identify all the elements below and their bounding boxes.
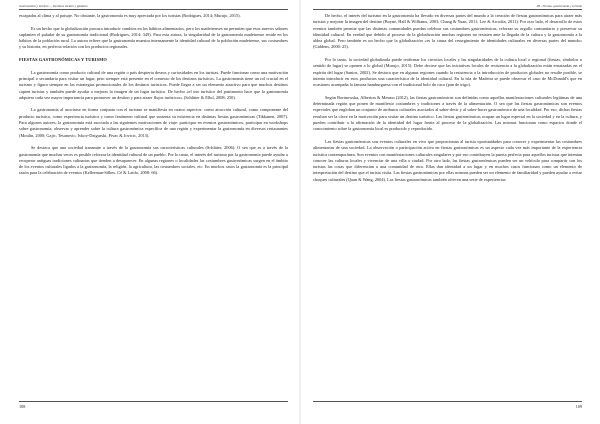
- header-rule-left: [19, 9, 288, 10]
- running-head-right: III - Fiestas, gastronomía y turismo: [536, 4, 582, 8]
- footer-rule-right: [313, 401, 582, 402]
- body-paragraph: La gastronomía como producto cultural de una región o país despierta deseos y curiosidades en los turistas. Puede funcionar como una motivación principal o secundaria para visitar un lugar, pero siempre está presente en el contexto de los destinos turísticos. La gastronomía tiene un rol crucial en el turismo y figura siempre en las estrategias promocionales de los destinos turísticos. Puede llegar a ser un elemento atractivo para que muchos destinos capten turistas y también puede ayudar a mejorar la imagen de un lugar turístico. De hecho «el uso turístico del patrimonio hace que la gastronomía adquiera cada vez mayor importancia para promover un destino y para atraer flujos turísticos» (Schlüter & Ellul, 2008: 250).: [19, 69, 288, 100]
- body-paragraph: Por lo tanto, la sociedad globalizada puede reafirmar los circuitos locales y las singularidades de la cultura local o regional (fiestas, símbolos o sentido de lugar) se oponen a lo global (Murujo, 2015). Debe decirse que las iniciativas locales de resistencia a la globalización están enraizadas en el espíritu del lugar (Santos, 2002). Se destaca que en algunas regiones cuando la resistencia a la introducción de productos globales no resulte posible, se intenta introducir en esos productos una característica de la identidad cultural. En la isla de Madeira se puede observar el caso de McDonald's que en ocasiones acompaña la famosa hamburguesa con el tradicional bolo do caco (pan de trigo).: [313, 57, 582, 88]
- body-paragraph: Es un hecho que la globalización procura introducir cambios en los hábitos alimentarios, pero los madeirenses no permiten que esos nuevos sabores suplanten el paladar de su gastronomía tradicional (Rodrigues, 2014: 349). Para esta autora, la singularidad de la gastronomía madeirense reside en los hábitos de la población rural. La autora refiere que la gastronomía muestra intensamente la identidad cultural de la población madeirense, sus costumbres y su historia, en perfecta relación con los productos regionales.: [19, 25, 288, 50]
- header-rule-right: [313, 9, 582, 10]
- section-heading: FIESTAS GASTRONÓMICAS Y TURISMO: [19, 57, 107, 63]
- footer-rule-left: [19, 401, 288, 402]
- body-paragraph: De hecho, el interés del turismo en la gastronomía ha llevado en diversas partes del mundo a la creación de fiestas gastronómicas para atraer más turistas y mejorar la imagen del destino (Boyne, Hall & Williams, 2003; Chang & Yuan, 2011; Lee & Arcodia, 2011). Por otro lado, el desarrollo de estos eventos también permite que las distintas comunidades puedan celebrar sus costumbres gastronómicas, reforzar su orgullo comunitario y preservar su identidad cultural. En verdad que debido al proceso de la globalización muchas regiones no resisten ante la llegada de la cultura y la gastronomía a la aldea global. Pero también es un hecho que la globalización «es la causa del resurgimiento de identidades culturales en diversas partes del mundo» (Giddens, 2000: 25).: [313, 13, 582, 50]
- page-number-right: 109: [575, 404, 582, 409]
- body-paragraph: Se destaca que una sociedad transmite a través de la gastronomía sus características culturales (Schlüter, 2006). O sea que es a través de la gastronomía que muchas veces es posible reforzar la identidad cultural de un pueblo. Por lo tanto, el interés del turismo por la gastronomía puede ayudar a recuperar antiguas tradiciones culinarias que tienden a desaparecer. En algunas regiones o localidades las costumbres gastronómicas surgen en el ámbito de los eventos culturales ligados a la gastronomía, la religión, la agricultura, las costumbres sociales, etc. En muchos casos la gastronomía es la principal razón para la celebración de eventos (Kellerman-Silkes, Cé & Latifo, 2008: 66).: [19, 145, 288, 176]
- body-paragraph: Según Bortnowska, Alberton & Mesmo (2012), las fiestas gastronómicas son definidas como aquellas manifestaciones culturales legítimas de una determinada región que ponen de manifiesto costumbres y tradiciones a través de la alimentación. O sea que las fiestas gastronómicas son eventos especiales que engloban un conjunto de atributos culturales asociados al saber-decir y al saber-hacer gastronómico de una localidad. Por eso, dichas fiestas resultan ser la clave en la motivación para visitar un destino turístico. Las fiestas gastronómicas ocupan un lugar especial en la sociedad y en la cultura, y pueden contribuir a la afirmación de la identidad del lugar frente al proceso de la globalización. Las mismas funcionan como espacios donde el conocimiento sobre la gastronomía local es producido y reproducido.: [313, 94, 582, 132]
- page-number-left: 108: [19, 404, 26, 409]
- right-page-body: [313, 13, 582, 189]
- body-paragraph: Las fiestas gastronómicas son eventos culturales en vivo que proporcionan al turista oportunidades para conocer y experimentar las costumbres alimentarias de una sociedad. La observación o participación activa en fiestas gastronómicas es un aspecto cada vez más importante de la experiencia turística contemporánea. Son eventos con manifestaciones culturales singulares y por eso contribuyen la puerta perfecta para aquellos turistas que intentan conocer las culturas locales y vivenciar de una villa o ciudad. Por otro lado, las fiestas gastronómicas pueden ser un vehículo para compartir con los turistas las cosas que diferencian a una comunidad de otra. Ellas dan identidad a un lugar y en muchos casos funcionan como un elemento de interpretación del destino que el turista visita. Las fiestas gastronómicas por ellas mismas pueden ser un elemento de familiaridad y pueden ayudar a evitar choques culturales (Quan & Wang, 2004). Las fiestas gastronómicas también ofrecen una serie de experiencias: [313, 138, 582, 182]
- body-paragraph: escapadas al clima y al paisaje. No obstante, la gastronomía es muy apreciada por los turistas (Rodrigues, 2014; Murujo, 2015).: [19, 13, 241, 18]
- running-head-left: Gastronomía y turismo — Destinos locales y globales: [19, 4, 88, 8]
- right-page: [300, 0, 600, 424]
- body-paragraph: La gastronomía al asociarse en forma conjunta con el turismo se manifiesta en cuatro aspectos: como atracción cultural, como componente del producto turístico, como experiencia turística y como fenómeno cultural que sustenta su existencia en distintas fiestas gastronómicas (Tikkanen, 2007). Para algunos autores, la gastronomía está asociada a las siguientes motivaciones de viaje: participar en eventos gastronómicos, participar en workshops sobre gastronomía, observar y aprender sobre la cultura gastronómica específica de una región y experimentar la gastronomía en diversos restaurantes (Moulin, 2000; Gajic, Tesanovic, Ivkov-Dzigurski, Pivac & Jovicic, 2013).: [19, 107, 288, 138]
- left-page-body: [19, 13, 288, 183]
